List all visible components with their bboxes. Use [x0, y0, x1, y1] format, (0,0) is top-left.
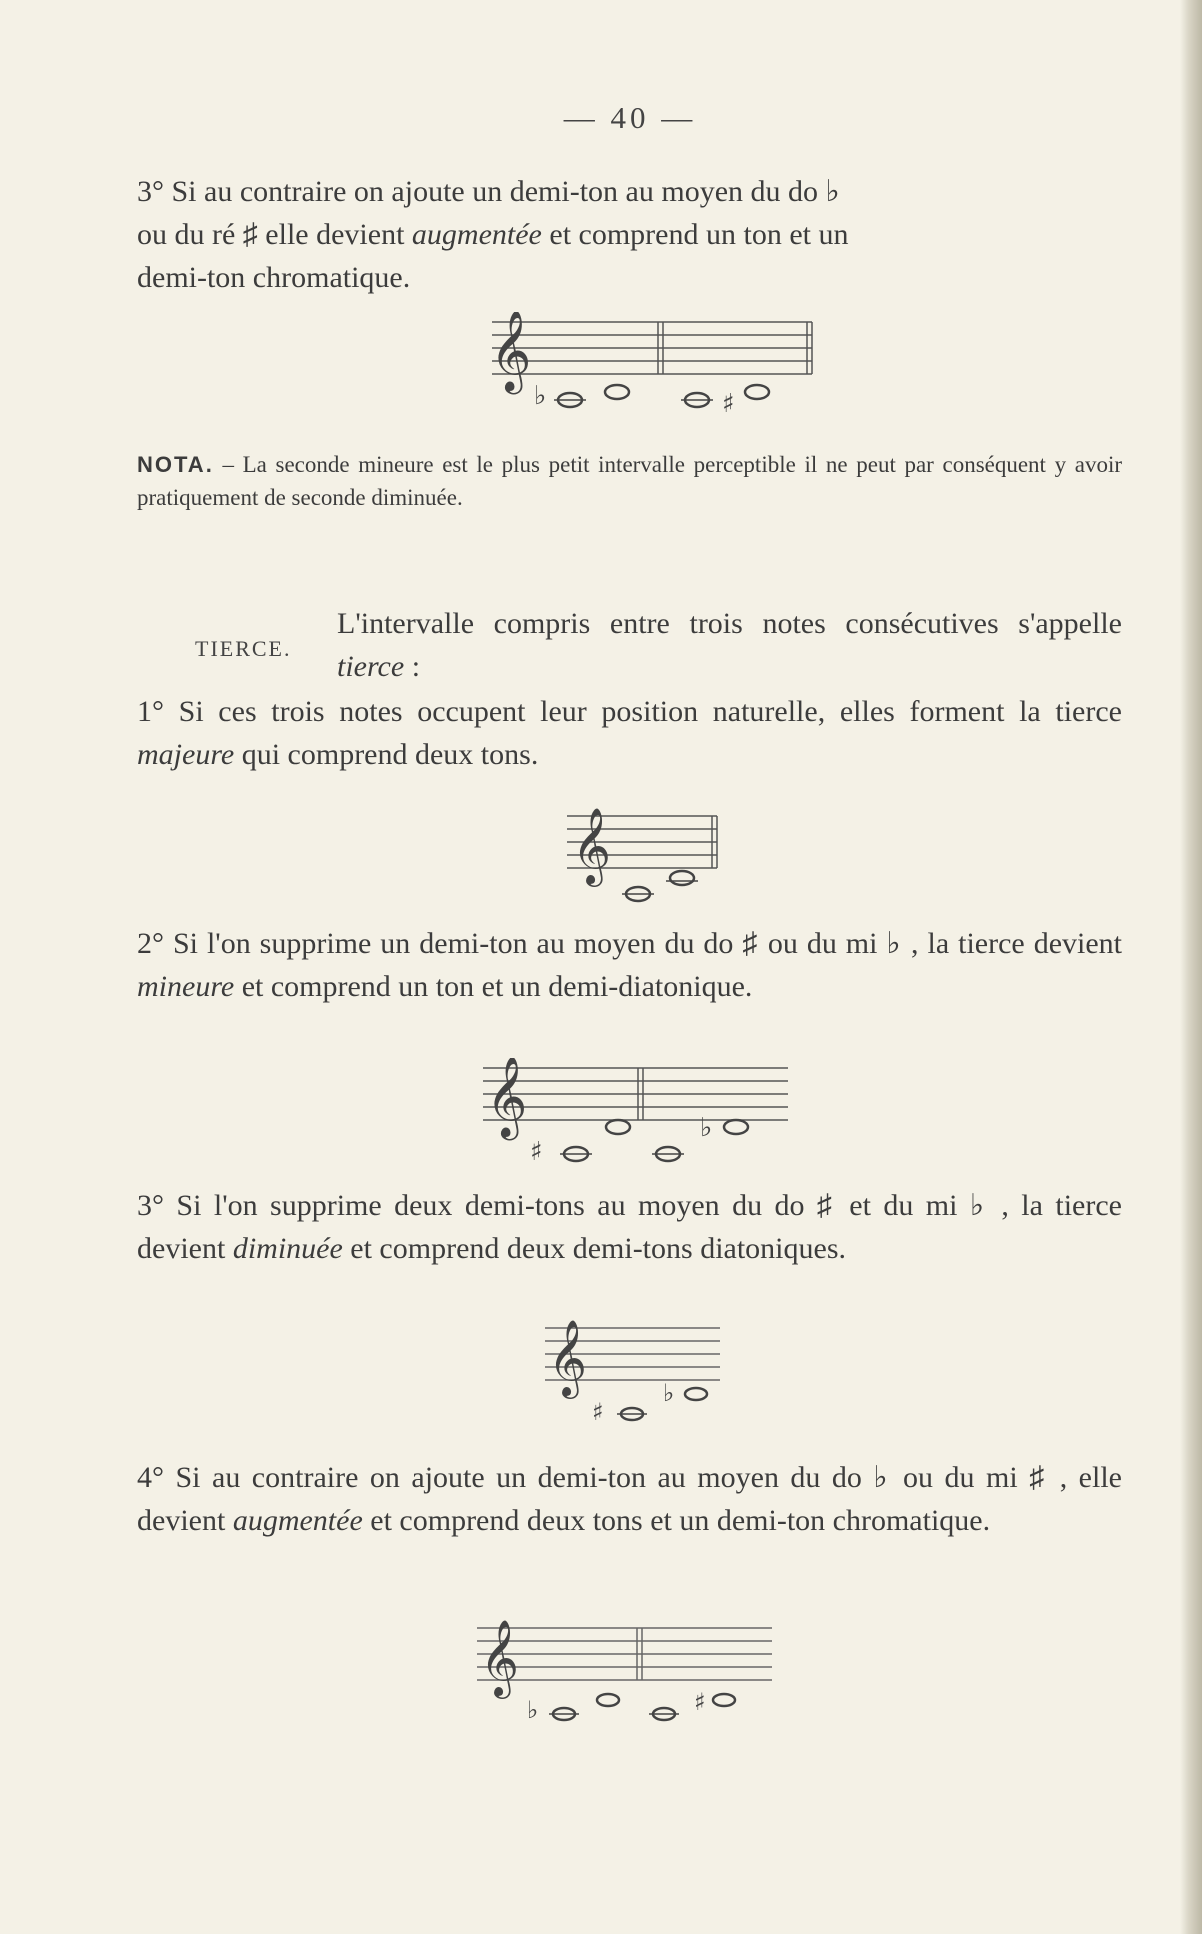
- t1-a: 1° Si ces trois notes occupent leur position naturelle, elles forment la tierce: [137, 695, 1122, 728]
- t3-a: 3° Si l'on supprime deux demi-tons au moyen du do ♯ et du mi ♭ , la tierce devient: [137, 1189, 1122, 1265]
- svg-text:𝄞: 𝄞: [572, 808, 612, 884]
- p1-line2b: et comprend un ton et un: [541, 218, 849, 251]
- tierce-intro-italic: tierce: [337, 650, 405, 683]
- nota-label: NOTA.: [137, 452, 214, 477]
- svg-text:♭: ♭: [700, 1113, 713, 1143]
- tierce-intro-b: :: [404, 650, 421, 683]
- t4-b: et comprend deux tons et un demi-ton chromatique.: [362, 1504, 991, 1537]
- t3-italic: diminuée: [232, 1232, 343, 1265]
- t2-a: 2° Si l'on supprime un demi-ton au moyen du do ♯ ou du mi ♭ , la tierce devient: [137, 927, 1122, 960]
- svg-text:♯: ♯: [694, 1688, 706, 1716]
- paragraph-seconde-augmentee: [137, 170, 1122, 299]
- p1-line1: 3° Si au contraire on ajoute un demi-ton au moyen du do ♭: [137, 175, 840, 208]
- nota-paragraph: [137, 448, 1122, 514]
- p1-line2a: ou du ré ♯ elle devient: [137, 218, 412, 251]
- svg-text:♯: ♯: [722, 389, 735, 419]
- paragraph-tierce-mineure: [137, 922, 1122, 1008]
- music-staff-2: [562, 808, 742, 908]
- svg-text:𝄞: 𝄞: [548, 1319, 588, 1396]
- t4-italic: augmentée: [232, 1504, 363, 1537]
- paragraph-tierce-majeure: [137, 690, 1122, 776]
- tierce-intro-a: L'intervalle compris entre trois notes consécutives s'appelle: [337, 607, 1122, 640]
- svg-text:♭: ♭: [527, 1696, 539, 1724]
- svg-text:♭: ♭: [534, 381, 547, 411]
- t1-italic: majeure: [137, 738, 235, 771]
- svg-text:𝄞: 𝄞: [490, 312, 532, 391]
- nota-text: – La seconde mineure est le plus petit intervalle perceptible il ne peut par conséquent y avoir pratiquement de seconde diminuée.: [137, 452, 1122, 510]
- t4-a: 4° Si au contraire on ajoute un demi-ton au moyen du do ♭ ou du mi ♯ , elle devient: [137, 1461, 1122, 1537]
- t3-b: et comprend deux demi-tons diatoniques.: [342, 1232, 846, 1265]
- music-staff-3: [478, 1058, 798, 1168]
- page-number: — 40 —: [563, 100, 697, 135]
- p1-line3: demi-ton chromatique.: [137, 261, 411, 294]
- music-staff-5: [472, 1618, 782, 1728]
- svg-text:♯: ♯: [530, 1137, 543, 1167]
- paragraph-tierce-augmentee: [137, 1456, 1122, 1542]
- svg-text:𝄞: 𝄞: [480, 1619, 520, 1696]
- p1-italic: augmentée: [411, 218, 542, 251]
- svg-text:♯: ♯: [592, 1398, 604, 1426]
- svg-text:𝄞: 𝄞: [486, 1058, 528, 1137]
- t1-b: qui comprend deux tons.: [234, 738, 539, 771]
- music-staff-1: [482, 312, 822, 422]
- t2-italic: mineure: [137, 970, 235, 1003]
- tierce-intro: [337, 602, 1122, 688]
- page-edge: [1180, 0, 1202, 1934]
- side-label-tierce: TIERCE.: [195, 636, 292, 661]
- music-staff-4: [540, 1318, 740, 1428]
- t2-b: et comprend un ton et un demi-diatonique.: [234, 970, 753, 1003]
- paragraph-tierce-diminuee: [137, 1184, 1122, 1270]
- svg-text:♭: ♭: [663, 1379, 675, 1407]
